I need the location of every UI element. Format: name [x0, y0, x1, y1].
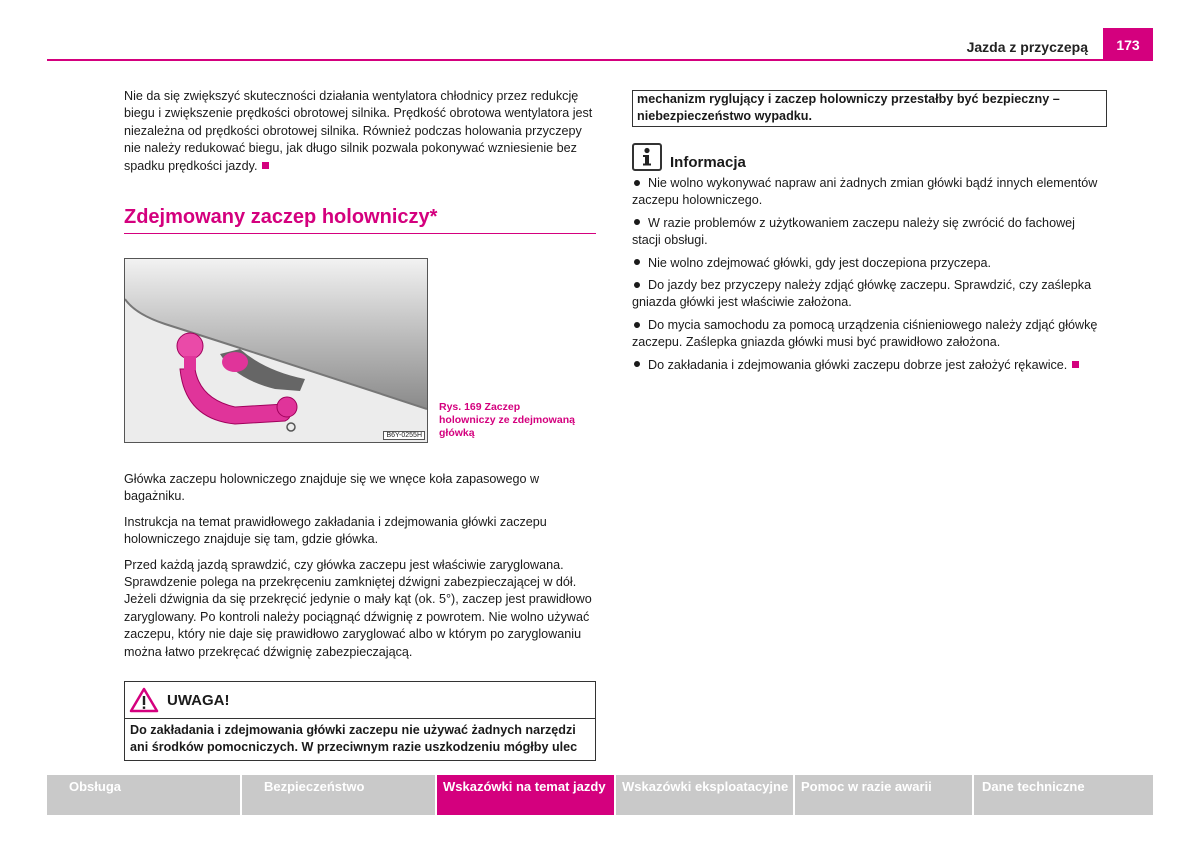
info-item: Do zakładania i zdejmowania główki zaczepu dobrze jest założyć rękawice. — [632, 357, 1102, 374]
info-title: Informacja — [670, 153, 746, 171]
bullet-icon — [634, 219, 640, 225]
warning-box — [124, 681, 596, 761]
tow-hitch-figure — [124, 258, 428, 443]
warning-triangle-icon — [129, 687, 159, 713]
nav-tab-bezpieczenstwo[interactable]: Bezpieczeństwo — [242, 775, 435, 815]
tow-hitch-illustration — [125, 259, 427, 442]
info-item: Nie wolno wykonywać napraw ani żadnych zmian główki bądź innych elementów zaczepu holowniczego. — [632, 176, 1098, 208]
intro-paragraph: Nie da się zwiększyć skuteczności działania wentylatora chłodnicy przez redukcję biegu i zwiększenie prędkości obrotowej silnika. Prędkość obrotowa wentylatora jest niezależna od prędkości obrotowej silnika. Również podczas holowania przyczepy nie należy redukować biegu, jak długo silnik pozwala pokonywać wzniesienie bez spadku prędkości jazdy. — [124, 89, 593, 173]
bullet-icon — [634, 180, 640, 186]
info-header — [632, 143, 746, 171]
info-icon — [632, 143, 662, 171]
info-item: W razie problemów z użytkowaniem zaczepu należy się zwrócić do fachowej stacji obsługi. — [632, 215, 1075, 248]
end-marker-icon — [1072, 361, 1079, 368]
figure-code: B6Y-0255H — [383, 431, 425, 440]
header-rule — [47, 59, 1153, 61]
info-item: Nie wolno zdejmować główki, gdy jest doczepiona przyczepa. — [632, 255, 1102, 272]
bullet-icon — [634, 322, 640, 328]
nav-tab-dane-techniczne[interactable]: Dane techniczne — [974, 775, 1153, 815]
intro-block — [124, 88, 596, 175]
chapter-nav — [47, 775, 1153, 815]
warning-title: UWAGA! — [167, 691, 230, 709]
warning-text: Do zakładania i zdejmowania główki zaczepu nie używać żadnych narzędzi ani środków pomocniczych. W przeciwnym razie uszkodzeniu mógłby ulec — [130, 723, 578, 755]
info-item: Do jazdy bez przyczepy należy zdjąć główkę zaczepu. Sprawdzić, czy zaślepka gniazda główki jest właściwie założona. — [632, 278, 1092, 310]
end-marker-icon — [262, 162, 269, 169]
bullet-icon — [634, 259, 640, 265]
nav-tab-pomoc[interactable]: Pomoc w razie awarii — [795, 775, 972, 815]
figure-caption: Rys. 169 Zaczep holowniczy ze zdejmowaną główką — [439, 401, 575, 439]
body-paragraph: Przed każdą jazdą sprawdzić, czy główka zaczepu jest właściwie zaryglowana. Sprawdzenie polega na przekręceniu zamkniętej dźwigni zabezpieczającej w dół. Jeżeli dźwignia da się przekręcić jedynie o mały kąt (ok. 5°), zaczep jest prawidłowo zaryglowany. Po kontroli należy pociągnąć dźwignię z powrotem. Nie wolno używać zaczepu, który nie daje się prawidłowo zaryglować albo w którym po zaryglowaniu można łatwo przekręcać dźwignię zabezpieczającą. — [124, 557, 592, 659]
warning-continuation: mechanizm ryglujący i zaczep holowniczy przestałby być bezpieczny – niebezpieczeństwo wypadku. — [632, 90, 1107, 127]
warning-header — [125, 682, 595, 719]
nav-tab-wskazowki-jazdy[interactable]: Wskazówki na temat jazdy — [437, 775, 614, 815]
info-list — [632, 175, 1102, 379]
info-item: Do mycia samochodu za pomocą urządzenia ciśnieniowego należy zdjąć główkę zaczepu. Zaślepka gniazda główki musi być prawidłowo założona. — [632, 317, 1098, 350]
nav-tab-obsluga[interactable]: Obsługa — [47, 775, 240, 815]
bullet-icon — [634, 361, 640, 367]
nav-tab-wskazowki-eksploatacyjne[interactable]: Wskazówki eksploatacyjne — [616, 775, 793, 815]
body-paragraph: Instrukcja na temat prawidłowego zakładania i zdejmowania główki zaczepu holowniczego znajduje się tam, gdzie główka. — [124, 514, 547, 547]
body-text — [124, 471, 596, 669]
body-paragraph: Główka zaczepu holowniczego znajduje się we wnęce koła zapasowego w bagażniku. — [124, 472, 540, 504]
section-title: Zdejmowany zaczep holowniczy* — [124, 206, 438, 228]
section-rule — [124, 233, 596, 234]
chapter-title: Jazda z przyczepą — [966, 39, 1088, 55]
bullet-icon — [634, 282, 640, 288]
page-number: 173 — [1103, 28, 1153, 61]
